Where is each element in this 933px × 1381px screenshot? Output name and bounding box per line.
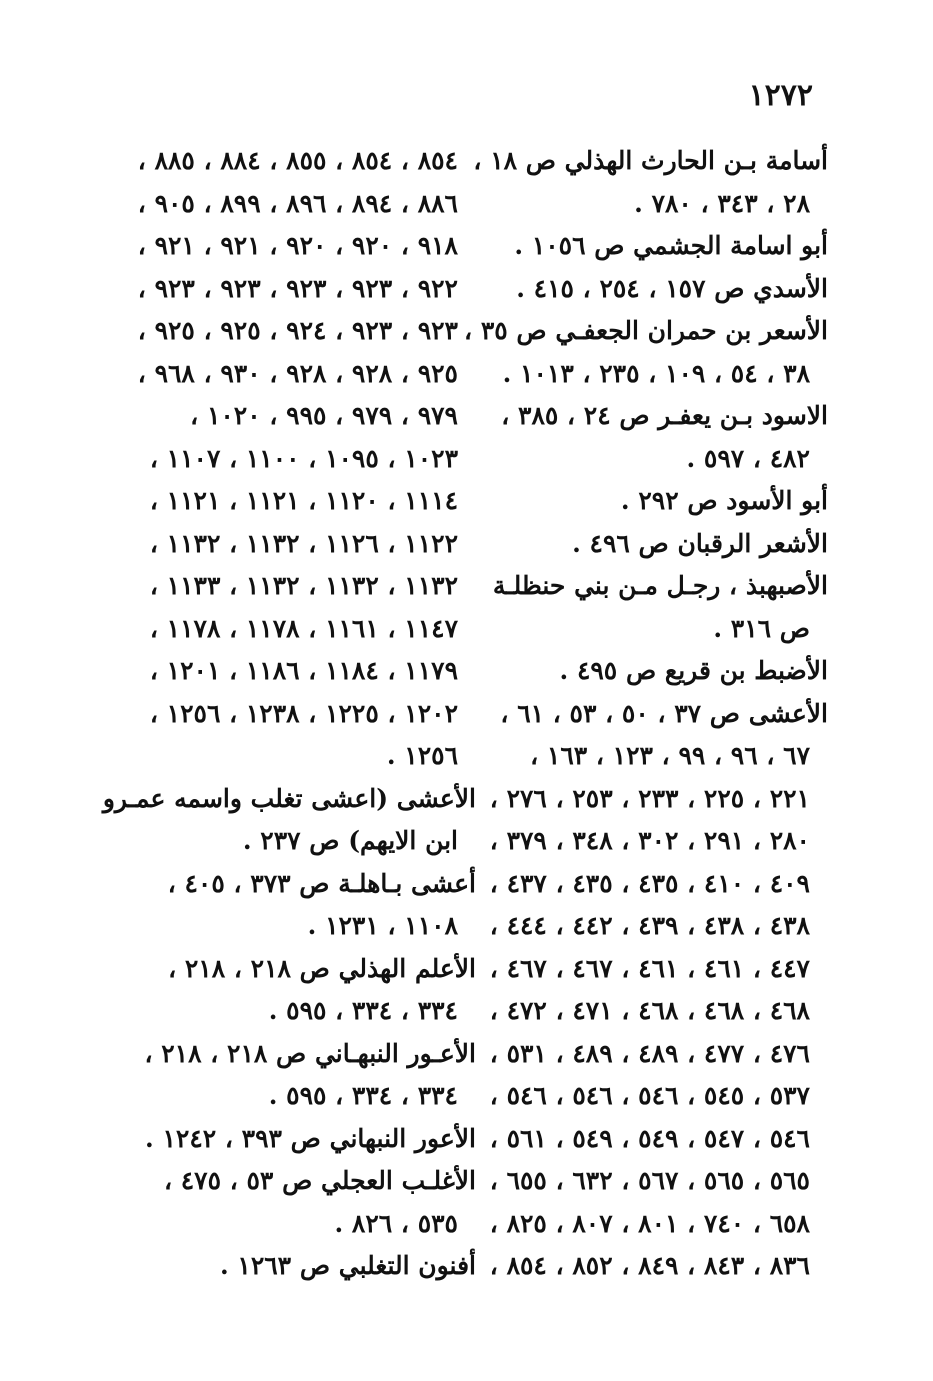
index-entry-continuation: ٩٢٣ ، ٩٢٣ ، ٩٢٤ ، ٩٢٥ ، ٩٢٥ ،	[137, 316, 458, 345]
index-entry: الأسدي ص ١٥٧ ، ٢٥٤ ، ٤١٥ .	[516, 273, 828, 303]
index-entry-continuation: ٣٣٤ ، ٣٣٤ ، ٥٩٥ .	[268, 996, 458, 1025]
index-entry-continuation: ١١٣٢ ، ١١٣٢ ، ١١٣٢ ، ١١٣٣ ،	[149, 571, 458, 600]
index-entry-continuation: ابن الايهم) ص ٢٣٧ .	[242, 826, 458, 855]
index-entry-continuation: ٣٨ ، ٥٤ ، ١٠٩ ، ٢٣٥ ، ١٠١٣ .	[502, 358, 810, 388]
index-entry-continuation: ٨٥٤ ، ٨٥٤ ، ٨٥٥ ، ٨٨٤ ، ٨٨٥ ،	[137, 146, 458, 175]
index-entry-continuation: ١١٠٨ ، ١٢٣١ .	[307, 911, 458, 940]
index-entry-continuation: ٢٨٠ ، ٢٩١ ، ٣٠٢ ، ٣٤٨ ، ٣٧٩ ،	[489, 826, 810, 855]
index-entry-continuation: ١٢٥٦ .	[386, 741, 458, 770]
index-entry: الأضبط بن قريع ص ٤٩٥ .	[559, 656, 828, 685]
index-entry: الأغلـب العجلي ص ٥٣ ، ٤٧٥ ،	[163, 1166, 476, 1195]
index-entry-continuation: ١١٤٧ ، ١١٦١ ، ١١٧٨ ، ١١٧٨ ،	[149, 613, 458, 643]
index-entry-continuation: ٥٦٥ ، ٥٦٥ ، ٥٦٧ ، ٦٣٢ ، ٦٥٥ ،	[489, 1166, 810, 1195]
index-entry-continuation: ١١١٤ ، ١١٢٠ ، ١١٢١ ، ١١٢١ ،	[149, 486, 458, 515]
index-entry-continuation: ٥٣٧ ، ٥٤٥ ، ٥٤٦ ، ٥٤٦ ، ٥٤٦ ،	[489, 1081, 810, 1110]
index-entry-continuation: ٤٨٢ ، ٥٩٧ .	[686, 443, 810, 473]
index-entry: أبو الأسود ص ٢٩٢ .	[620, 486, 828, 515]
index-entry: الأعشى (اعشى تغلب واسمه عمـرو	[102, 783, 476, 813]
index-entry: الأعـور النبهـاني ص ٢١٨ ، ٢١٨ ،	[144, 1038, 476, 1068]
index-entry: الأعور النبهاني ص ٣٩٣ ، ١٢٤٢ .	[145, 1123, 476, 1153]
index-entry-continuation: ٤٠٩ ، ٤١٠ ، ٤٣٥ ، ٤٣٥ ، ٤٣٧ ،	[489, 868, 810, 898]
index-entry-continuation: ٩٢٥ ، ٩٢٨ ، ٩٢٨ ، ٩٣٠ ، ٩٦٨ ،	[137, 358, 458, 388]
index-entry-continuation: ٤٣٨ ، ٤٣٨ ، ٤٣٩ ، ٤٤٢ ، ٤٤٤ ،	[489, 911, 810, 940]
index-entry-continuation: ص ٣١٦ .	[713, 613, 810, 643]
index-entry-continuation: ٩١٨ ، ٩٢٠ ، ٩٢٠ ، ٩٢١ ، ٩٢١ ،	[137, 231, 458, 260]
index-entry-continuation: ٥٣٥ ، ٨٢٦ .	[334, 1208, 458, 1238]
index-entry: الأصبهبذ ، رجـل مـن بني حنظلـة	[492, 571, 828, 600]
index-entry-continuation: ١١٧٩ ، ١١٨٤ ، ١١٨٦ ، ١٢٠١ ،	[149, 656, 458, 685]
index-entry: الأشعر الرقبان ص ٤٩٦ .	[572, 528, 828, 558]
index-entry-continuation: ٨٣٦ ، ٨٤٣ ، ٨٤٩ ، ٨٥٢ ، ٨٥٤ ،	[489, 1251, 810, 1280]
index-entry-continuation: ٣٣٤ ، ٣٣٤ ، ٥٩٥ .	[268, 1081, 458, 1110]
index-column-left	[102, 140, 476, 1288]
index-entry-continuation: ٩٧٩ ، ٩٧٩ ، ٩٩٥ ، ١٠٢٠ ،	[190, 401, 458, 430]
index-entry: الاسود بـن يعفـر ص ٢٤ ، ٣٨٥ ،	[501, 401, 828, 430]
index-column-right	[464, 140, 828, 1288]
index-entry-continuation: ٤٦٨ ، ٤٦٨ ، ٤٦٨ ، ٤٧١ ، ٤٧٢ ،	[489, 996, 810, 1025]
index-entry-continuation: ٢٢١ ، ٢٢٥ ، ٢٣٣ ، ٢٥٣ ، ٢٧٦ ،	[489, 783, 810, 813]
index-entry-continuation: ٦٥٨ ، ٧٤٠ ، ٨٠١ ، ٨٠٧ ، ٨٢٥ ،	[489, 1208, 810, 1238]
index-entry-continuation: ١١٢٢ ، ١١٢٦ ، ١١٣٢ ، ١١٣٢ ،	[149, 528, 458, 558]
index-entry: أعشى بـاهلـة ص ٣٧٣ ، ٤٠٥ ،	[167, 868, 476, 898]
index-entry: الأعلم الهذلي ص ٢١٨ ، ٢١٨ ،	[168, 953, 476, 983]
index-entry-continuation: ٦٧ ، ٩٦ ، ٩٩ ، ١٢٣ ، ١٦٣ ،	[530, 741, 810, 770]
index-entry-continuation: ١٠٢٣ ، ١٠٩٥ ، ١١٠٠ ، ١١٠٧ ،	[149, 443, 458, 473]
index-entry-continuation: ١٢٠٢ ، ١٢٢٥ ، ١٢٣٨ ، ١٢٥٦ ،	[149, 698, 458, 728]
page-number: ١٢٧٢	[748, 78, 813, 113]
index-entry: الأسعر بن حمران الجعفـي ص ٣٥ ،	[464, 316, 828, 345]
index-entry-continuation: ٩٢٢ ، ٩٢٣ ، ٩٢٣ ، ٩٢٣ ، ٩٢٣ ،	[137, 273, 458, 303]
index-entry: أسامة بـن الحارث الهذلي ص ١٨ ،	[473, 146, 828, 175]
index-entry: الأعشى ص ٣٧ ، ٥٠ ، ٥٣ ، ٦١ ،	[500, 698, 828, 728]
index-entry-continuation: ٢٨ ، ٣٤٣ ، ٧٨٠ .	[634, 188, 810, 218]
index-entry: أبو اسامة الجشمي ص ١٠٥٦ .	[514, 231, 828, 260]
index-entry-continuation: ٥٤٦ ، ٥٤٧ ، ٥٤٩ ، ٥٤٩ ، ٥٦١ ،	[489, 1123, 810, 1153]
index-entry-continuation: ٤٤٧ ، ٤٦١ ، ٤٦١ ، ٤٦٧ ، ٤٦٧ ،	[489, 953, 810, 983]
index-entry: أفنون التغلبي ص ١٢٦٣ .	[219, 1251, 476, 1280]
index-entry-continuation: ٤٧٦ ، ٤٧٧ ، ٤٨٩ ، ٤٨٩ ، ٥٣١ ،	[489, 1038, 810, 1068]
index-entry-continuation: ٨٨٦ ، ٨٩٤ ، ٨٩٦ ، ٨٩٩ ، ٩٠٥ ،	[137, 188, 458, 218]
